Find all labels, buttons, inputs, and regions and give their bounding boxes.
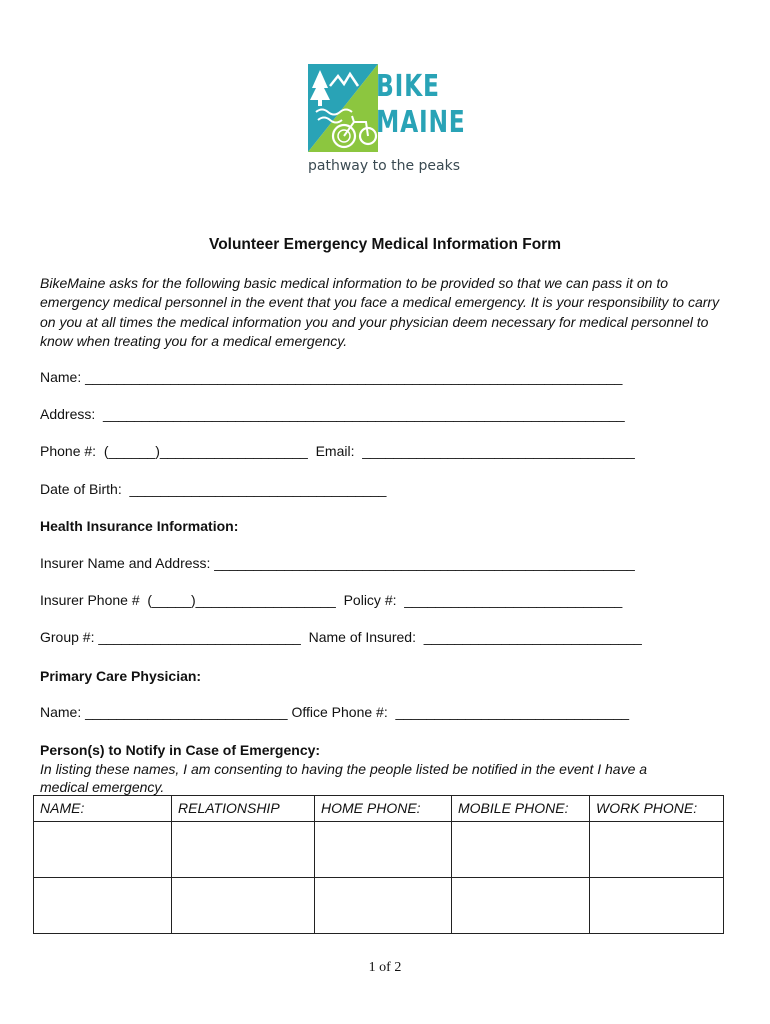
- physician-name-phone-field[interactable]: Name: __________________________ Office Phone #: ______________________________: [40, 704, 630, 720]
- header-mobile-phone: MOBILE PHONE:: [452, 796, 590, 822]
- cell-name[interactable]: [34, 878, 172, 934]
- form-title: Volunteer Emergency Medical Information Form: [209, 236, 561, 253]
- emergency-contacts-heading: Person(s) to Notify in Case of Emergency:: [40, 742, 321, 758]
- header-home-phone: HOME PHONE:: [315, 796, 452, 822]
- cell-relationship[interactable]: [172, 878, 315, 934]
- consent-note: In listing these names, I am consenting to having the people listed be notified in the event I have a medical emergency.: [40, 761, 648, 795]
- insurer-name-address-field[interactable]: Insurer Name and Address: ______________________________________________________: [40, 555, 635, 571]
- cell-mobile-phone[interactable]: [452, 822, 590, 878]
- header-relationship: RELATIONSHIP: [172, 796, 315, 822]
- table-row: [34, 878, 724, 934]
- address-field[interactable]: Address: ___________________________________________________________________: [40, 406, 625, 422]
- logo-emblem-icon: [308, 64, 378, 152]
- header-name: NAME:: [34, 796, 172, 822]
- logo-tagline: pathway to the peaks: [308, 158, 461, 174]
- cell-work-phone[interactable]: [590, 878, 724, 934]
- table-header-row: [34, 796, 724, 822]
- phone-email-field[interactable]: Phone #: (______)___________________ Email: ___________________________________: [40, 443, 635, 459]
- header-work-phone: WORK PHONE:: [590, 796, 724, 822]
- logo-word-maine: MAINE: [376, 105, 466, 140]
- form-intro: BikeMaine asks for the following basic medical information to be provided so that we can pass it on to emergency medical personnel in the event that you face a medical emergency. It is your responsibility to carry on you at all times the medical information you and your physician deem necessary for medical personnel to know when treating you for a medical emergency.: [40, 275, 720, 349]
- bikemaine-logo: [308, 62, 468, 182]
- insurer-phone-policy-field[interactable]: Insurer Phone # (_____)__________________ Policy #: ____________________________: [40, 592, 623, 608]
- page-number: 1 of 2: [368, 960, 402, 975]
- emergency-contacts-table: [33, 795, 724, 934]
- table-row: [34, 822, 724, 878]
- health-insurance-heading: Health Insurance Information:: [40, 518, 239, 534]
- date-of-birth-field[interactable]: Date of Birth: _________________________________: [40, 481, 387, 497]
- group-insured-field[interactable]: Group #: __________________________ Name of Insured: ____________________________: [40, 629, 642, 645]
- cell-name[interactable]: [34, 822, 172, 878]
- cell-relationship[interactable]: [172, 822, 315, 878]
- cell-home-phone[interactable]: [315, 822, 452, 878]
- cell-work-phone[interactable]: [590, 822, 724, 878]
- name-field[interactable]: Name: _____________________________________________________________________: [40, 369, 623, 385]
- cell-mobile-phone[interactable]: [452, 878, 590, 934]
- cell-home-phone[interactable]: [315, 878, 452, 934]
- primary-care-heading: Primary Care Physician:: [40, 668, 202, 684]
- logo-word-bike: BIKE: [376, 69, 440, 104]
